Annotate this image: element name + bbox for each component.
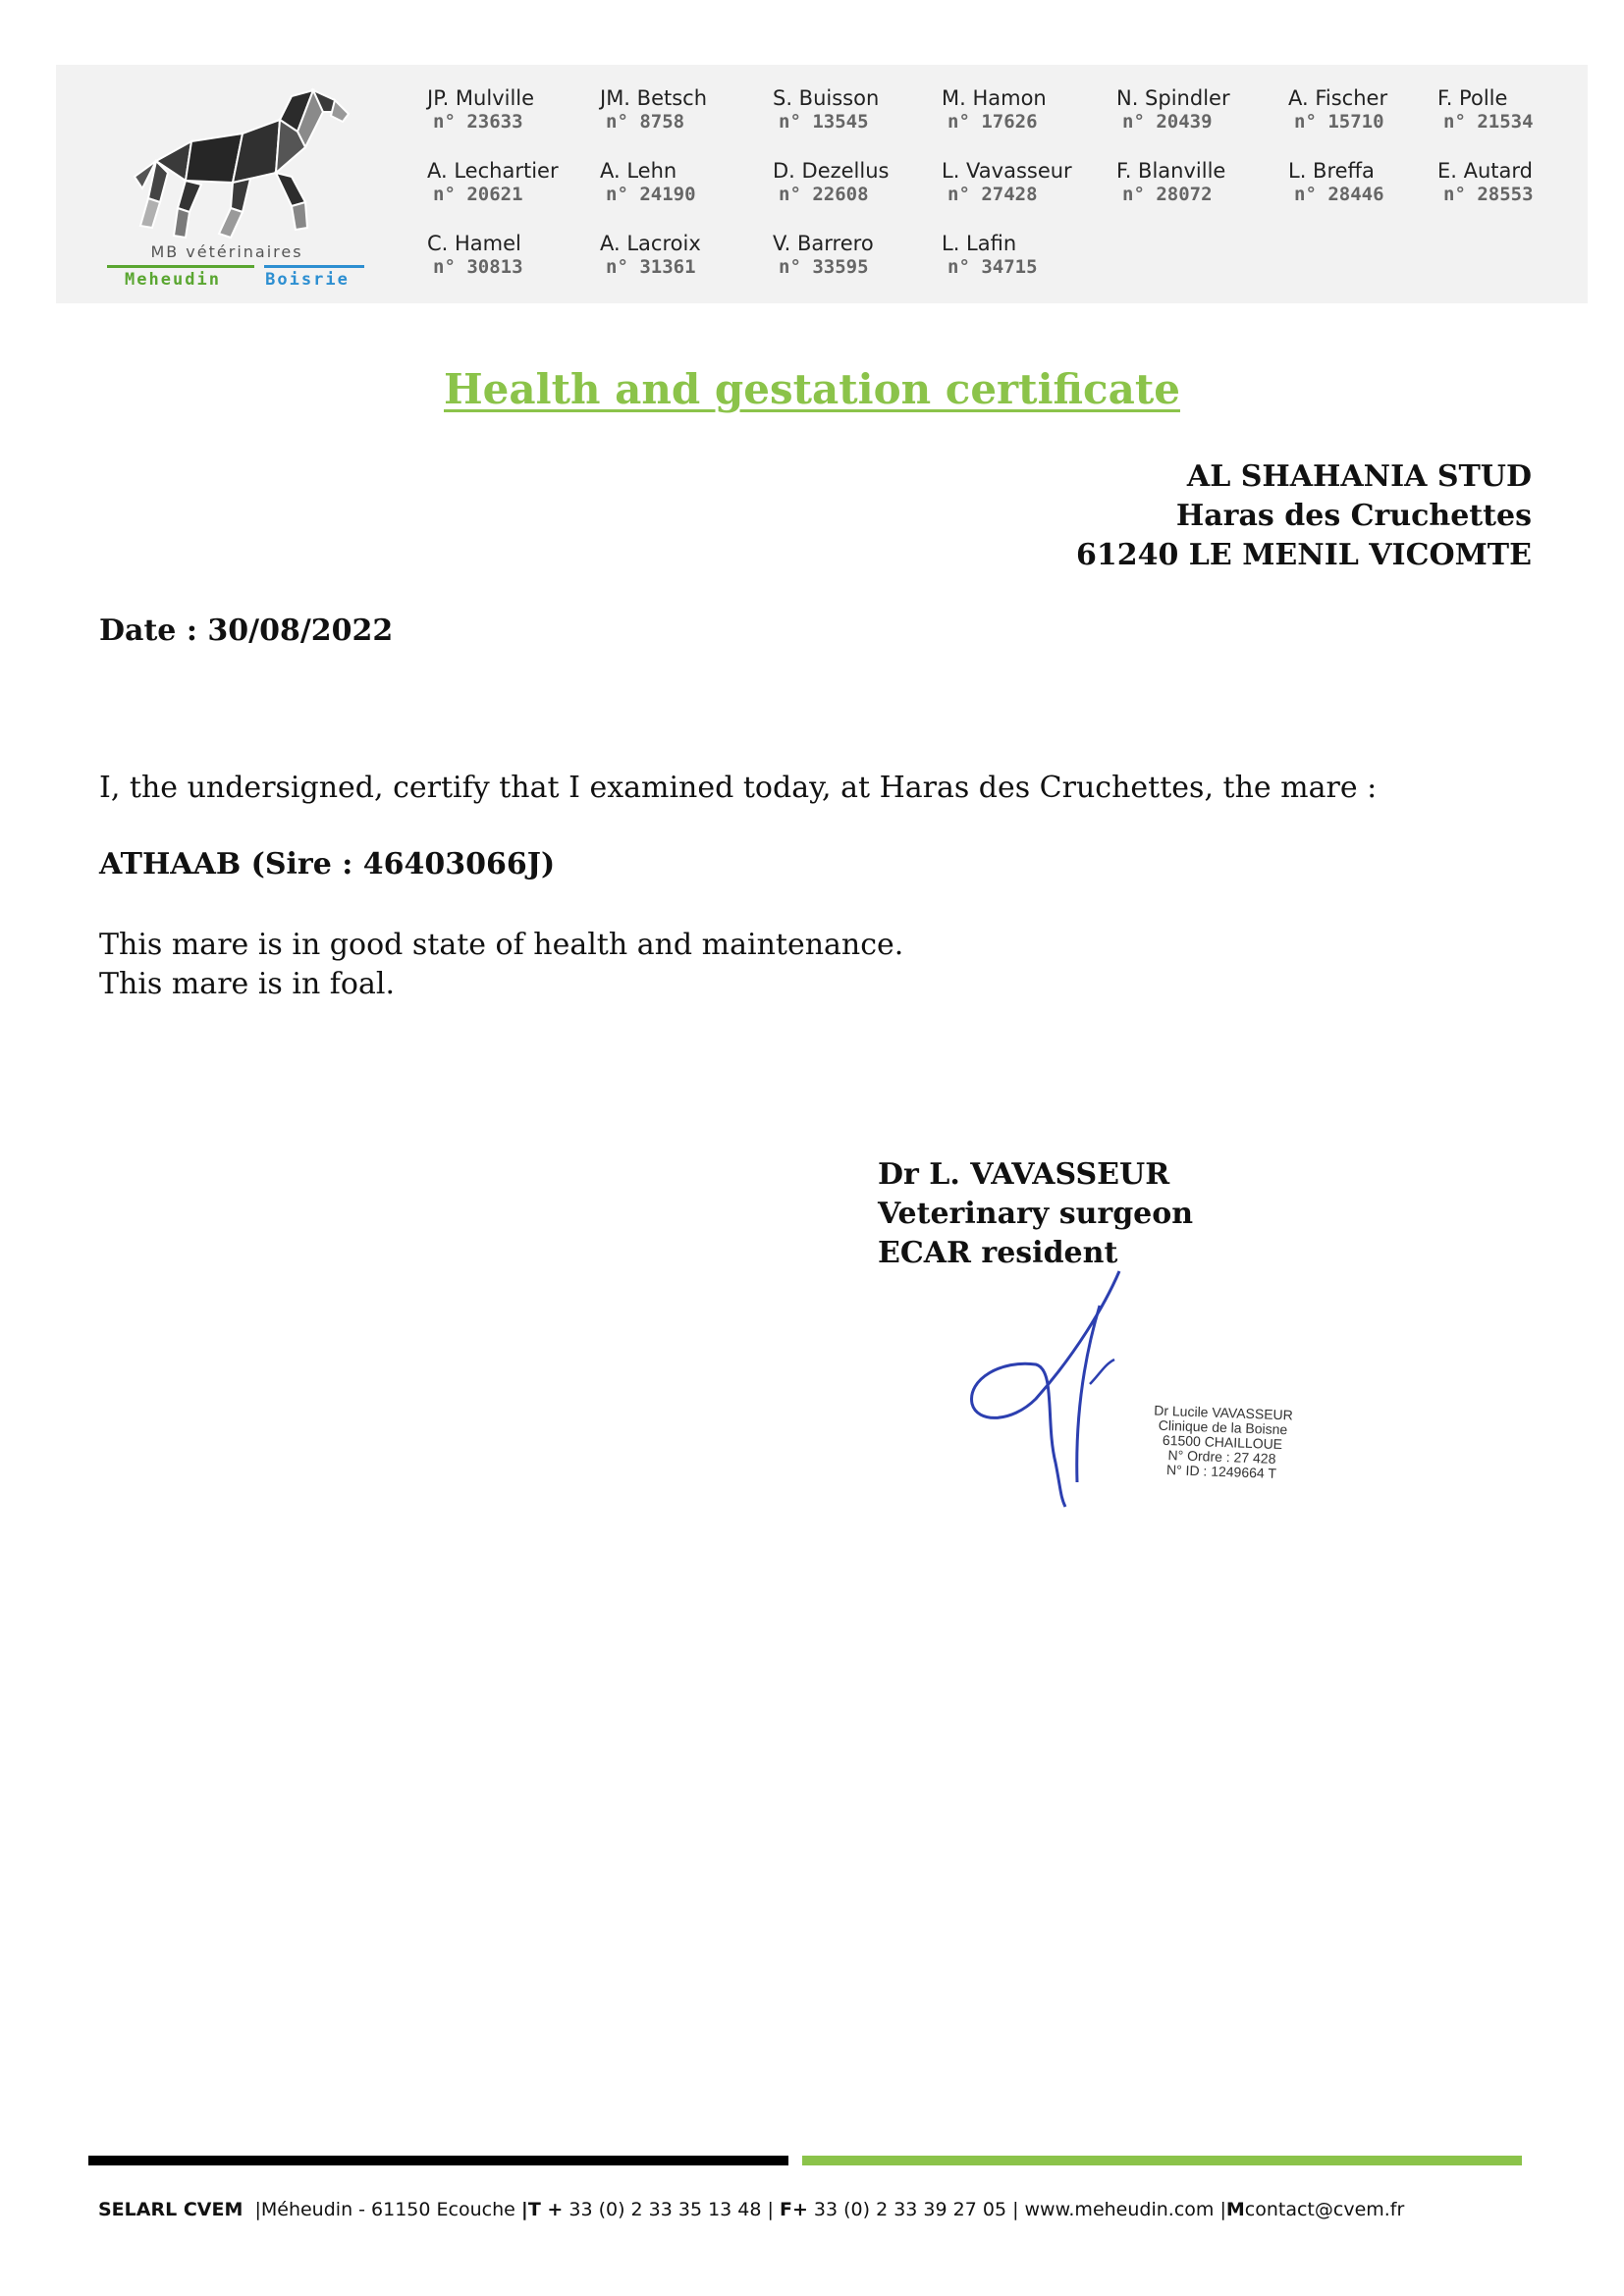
vet-number: n° 20439 — [1122, 111, 1213, 133]
vet-entry — [1437, 159, 1586, 232]
footer-address: |Méheudin - 61150 Ecouche — [254, 2199, 515, 2220]
vet-number: n° 8758 — [606, 111, 685, 133]
stamp-line: N° Ordre : 27 428 — [1167, 1447, 1276, 1467]
vet-number: n° 28072 — [1122, 184, 1213, 205]
vet-number: n° 22608 — [779, 184, 869, 205]
vet-number: n° 28553 — [1443, 184, 1534, 205]
vet-name: N. Spindler — [1116, 86, 1230, 110]
footer-contact — [98, 2199, 1571, 2220]
vet-name: F. Blanville — [1116, 159, 1226, 183]
statement-line: This mare is in good state of health and maintenance. — [99, 928, 904, 962]
signatory-role: Veterinary surgeon — [878, 1197, 1194, 1231]
footer-phone-label: |T + — [520, 2199, 564, 2220]
vet-name: A. Lacroix — [600, 232, 701, 255]
vet-number: n° 23633 — [433, 111, 523, 133]
recipient-line: 61240 LE MENIL VICOMTE — [1075, 538, 1532, 572]
stamp-line: 61500 CHAILLOUE — [1162, 1431, 1283, 1453]
vet-number: n° 17626 — [947, 111, 1038, 133]
vet-entry — [600, 86, 773, 159]
vet-name: JM. Betsch — [600, 86, 708, 110]
footer-email: contact@cvem.fr — [1244, 2199, 1405, 2220]
vet-entry — [600, 232, 773, 304]
certificate-date: Date : 30/08/2022 — [99, 614, 394, 648]
vet-number: n° 15710 — [1294, 111, 1384, 133]
signatory-block — [878, 1155, 1193, 1273]
vet-number: n° 28446 — [1294, 184, 1384, 205]
vet-name: JP. Mulville — [427, 86, 535, 110]
logo-top-text: MB vétérinaires — [150, 242, 303, 261]
horse-icon — [95, 82, 370, 249]
certificate-title: Health and gestation certificate — [444, 365, 1180, 413]
stamp-line: Clinique de la Boisne — [1158, 1416, 1288, 1438]
vet-entry — [1288, 159, 1437, 232]
vet-name: A. Lechartier — [427, 159, 559, 183]
recipient-address — [1076, 457, 1532, 575]
vet-entry — [942, 232, 1116, 304]
vet-entry — [773, 232, 942, 304]
vet-name: L. Vavasseur — [942, 159, 1072, 183]
vet-name: S. Buisson — [773, 86, 880, 110]
vet-number: n° 13545 — [779, 111, 869, 133]
mare-identification: ATHAAB (Sire : 46403066J) — [99, 847, 556, 881]
vet-entry — [427, 159, 600, 232]
vet-number: n° 24190 — [606, 184, 696, 205]
certificate-intro: I, the undersigned, certify that I examined today, at Haras des Cruchettes, the mare : — [99, 771, 1378, 805]
vet-entry — [1288, 86, 1437, 159]
vet-name: A. Lehn — [600, 159, 677, 183]
footer-fax: 33 (0) 2 33 39 27 05 | www.meheudin.com | — [807, 2199, 1226, 2220]
vet-number: n° 27428 — [947, 184, 1038, 205]
vet-entry — [427, 86, 600, 159]
stamp-line: Dr Lucile VAVASSEUR — [1154, 1402, 1294, 1423]
footer-fax-label: F+ — [779, 2199, 808, 2220]
footer-phone: 33 (0) 2 33 35 13 48 | — [563, 2199, 780, 2220]
vet-number: n° 33595 — [779, 256, 869, 278]
vet-entry — [942, 86, 1116, 159]
vet-name: V. Barrero — [773, 232, 874, 255]
vet-entry — [942, 159, 1116, 232]
stamp-line: N° ID : 1249664 T — [1165, 1462, 1277, 1481]
vet-entry — [1437, 86, 1586, 159]
letterhead — [56, 65, 1588, 303]
vet-number: n° 31361 — [606, 256, 696, 278]
vet-name: A. Fischer — [1288, 86, 1388, 110]
vet-number: n° 20621 — [433, 184, 523, 205]
veterinarian-list — [427, 86, 1586, 293]
vet-number: n° 30813 — [433, 256, 523, 278]
vet-entry — [1116, 86, 1288, 159]
vet-name: L. Lafin — [942, 232, 1017, 255]
footer-company: SELARL CVEM — [98, 2199, 244, 2220]
vet-name: M. Hamon — [942, 86, 1047, 110]
vet-number: n° 34715 — [947, 256, 1038, 278]
footer-mail-label: M — [1225, 2199, 1245, 2220]
vet-name: F. Polle — [1437, 86, 1508, 110]
vet-entry — [773, 159, 942, 232]
vet-name: L. Breffa — [1288, 159, 1375, 183]
vet-name: D. Dezellus — [773, 159, 890, 183]
vet-entry — [773, 86, 942, 159]
recipient-line: AL SHAHANIA STUD — [1186, 459, 1532, 494]
certificate-statements — [99, 926, 903, 1004]
vet-stamp — [1128, 1403, 1318, 1483]
clinic-logo — [95, 82, 370, 290]
vet-name: C. Hamel — [427, 232, 521, 255]
vet-name: E. Autard — [1437, 159, 1533, 183]
recipient-line: Haras des Cruchettes — [1175, 499, 1532, 533]
vet-entry — [600, 159, 773, 232]
logo-boisrie-text: Boisrie — [265, 270, 350, 290]
statement-line: This mare is in foal. — [99, 967, 395, 1001]
vet-number: n° 21534 — [1443, 111, 1534, 133]
signatory-title: ECAR resident — [878, 1236, 1118, 1270]
logo-color-bars — [107, 265, 364, 268]
vet-entry — [427, 232, 600, 304]
logo-meheudin-text: Meheudin — [125, 270, 221, 290]
vet-entry — [1116, 159, 1288, 232]
signatory-name: Dr L. VAVASSEUR — [878, 1157, 1170, 1192]
footer-divider — [88, 2156, 1522, 2165]
